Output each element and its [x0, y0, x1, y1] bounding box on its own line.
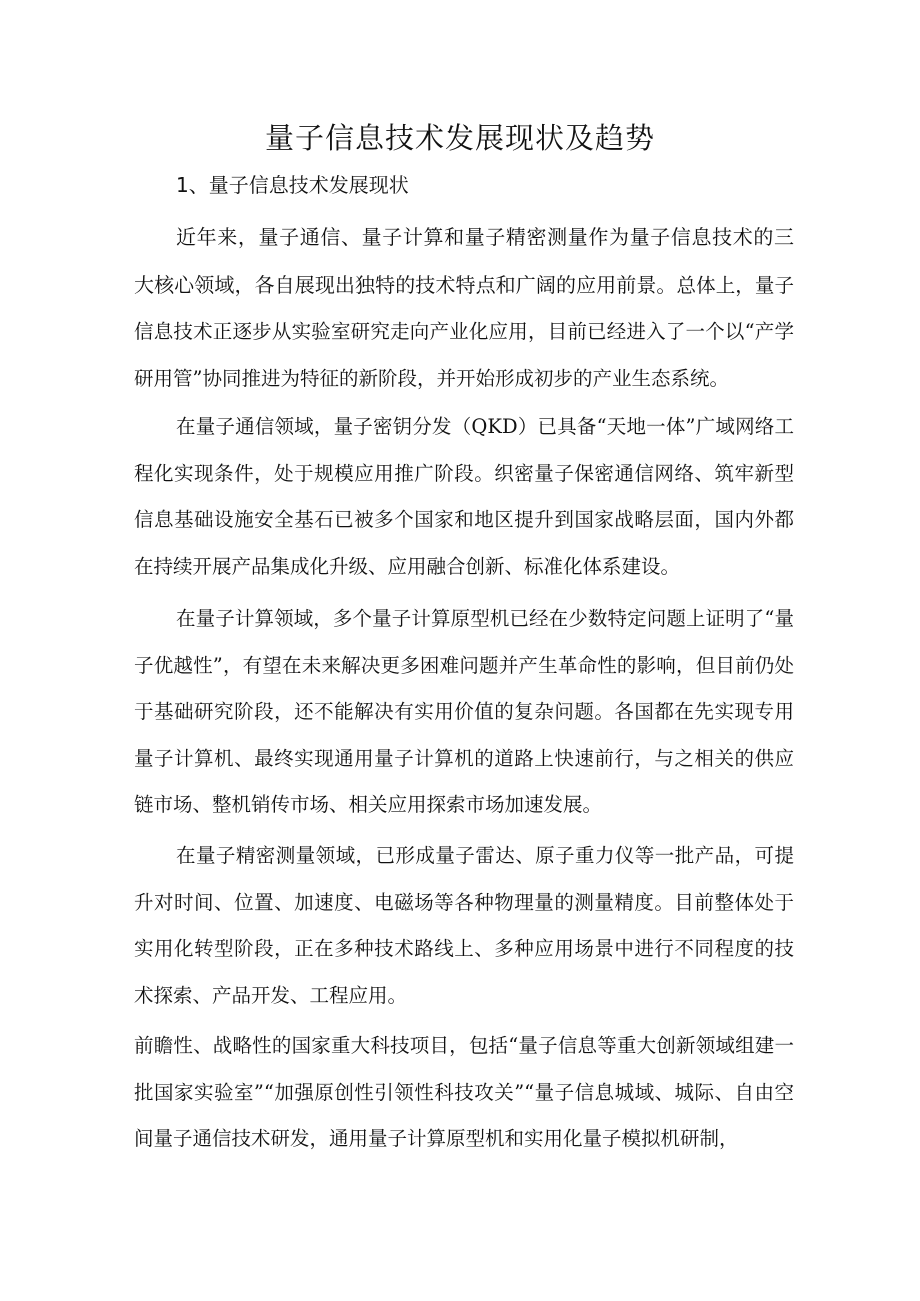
paragraph-overview-lead: 近年来，量子通信、量子计算和量子精密测量作为量子信息技术的三大核心领域，各自展现出独特的技术特点和广阔的应用前景。 [134, 225, 794, 297]
paragraph-quantum-communication: 在量子通信领域，量子密钥分发（QKD）已具备“天地一体”广域网络工程化实现条件，处于规模应用推广阶段。织密量子保密通信网络、筑牢新型信息基础设施安全基石已被多个国家和地区提升到国家战略层面，国内外都在持续开展产品集成化升级、应用融合创新、标准化体系建设。 [134, 415, 794, 578]
paragraph-quantum-metrology: 在量子精密测量领域，已形成量子雷达、原子重力仪等一批产品，可提升对时间、位置、加速度、电磁场等各种物理量的测量精度。目前整体处于实用化转型阶段，正在多种技术路线上、多种应用场景中进行不同程度的技术探索、产品开发、工程应用。 [134, 844, 794, 1007]
paragraph-overview-rest: 总体上，量子信息技术正逐步从实验室研究走向产业化应用，目前已经进入了一个以“产学研用管”协同推进为特征的新阶段，并开始形成初步的产业生态系统。 [134, 273, 794, 390]
paragraph-national-projects: 前瞻性、战略性的国家重大科技项目，包括“量子信息等重大创新领域组建一批国家实验室”“加强原创性引领性科技攻关”“量子信息城域、城际、自由空间量子通信技术研发，通用量子计算原型机和实用化量子模拟机研制， [134, 1034, 794, 1150]
section-heading: 1、量子信息技术发展现状 [176, 173, 409, 197]
paragraph-quantum-computing: 在量子计算领域，多个量子计算原型机已经在少数特定问题上证明了“量子优越性”，有望在未来解决更多困难问题并产生革命性的影响，但目前仍处于基础研究阶段，还不能解决有实用价值的复杂问题。各国都在先实现专用量子计算机、最终实现通用量子计算机的道路上快速前行，与之相关的供应链市场、整机销传市场、相关应用探索市场加速发展。 [134, 607, 794, 816]
document-title: 量子信息技术发展现状及趋势 [264, 121, 655, 155]
paragraph-overview [134, 214, 794, 402]
